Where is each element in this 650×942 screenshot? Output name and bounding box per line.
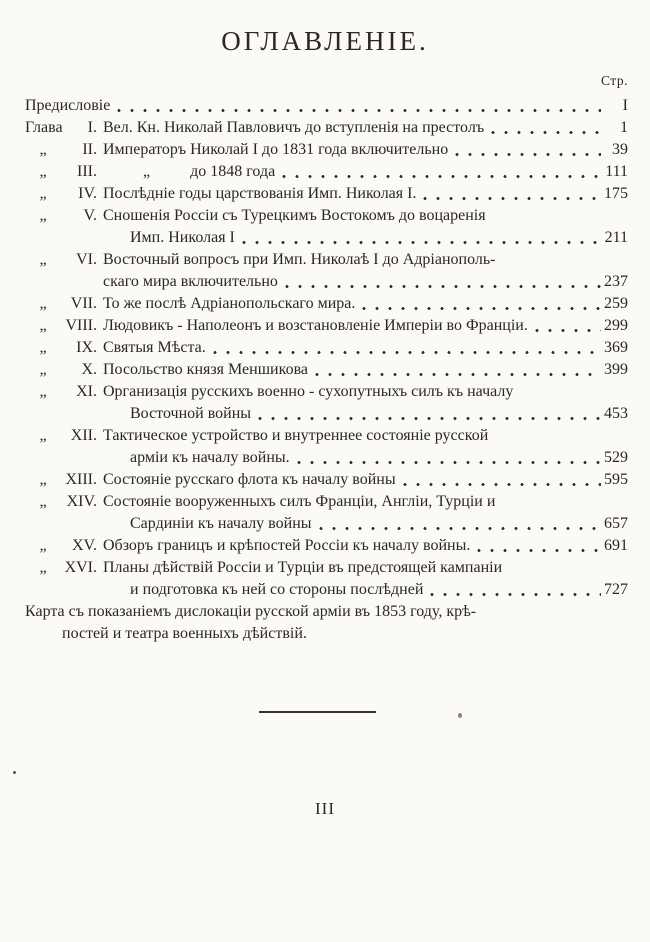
chapter-numeral: III. xyxy=(77,163,97,180)
ditto-mark: „ xyxy=(39,559,47,576)
chapter-numeral: IV. xyxy=(78,185,97,202)
ditto-mark: „ xyxy=(39,537,47,554)
ditto-mark: „ xyxy=(39,163,47,180)
page-number: 175 xyxy=(604,185,628,202)
chapter-numeral: XVI. xyxy=(64,559,97,576)
page-number: 111 xyxy=(605,163,628,180)
chapter-numeral: VI. xyxy=(76,251,97,268)
page-number: 529 xyxy=(604,449,628,466)
dot-leader xyxy=(477,548,601,553)
dot-leader xyxy=(362,306,601,311)
dot-leader xyxy=(430,592,601,597)
chapter-title-line: Людовикъ - Наполеонъ и возстановленіе Имперіи во Франціи. xyxy=(103,317,528,334)
page-number: 595 xyxy=(604,471,628,488)
toc-row xyxy=(25,293,628,315)
chapter-numeral: I. xyxy=(87,119,97,136)
dot-leader xyxy=(535,328,601,333)
ditto-mark: „ xyxy=(39,185,47,202)
ditto-mark: „ xyxy=(39,471,47,488)
ditto-mark: „ xyxy=(39,493,47,510)
dot-leader xyxy=(455,152,601,157)
chapter-numeral: VII. xyxy=(70,295,97,312)
chapter-numeral: XIV. xyxy=(66,493,97,510)
dot-leader xyxy=(491,130,601,135)
page-column-header: Стр. xyxy=(600,73,628,88)
dot-leader xyxy=(319,526,602,531)
toc-row xyxy=(25,205,628,227)
section-divider xyxy=(259,711,376,713)
toc-row xyxy=(25,535,628,557)
chapter-title-line: Организація русскихъ военно - сухопутныхъ силъ къ началу xyxy=(103,383,514,400)
page-number: 1 xyxy=(620,119,628,136)
dot-leader xyxy=(403,482,601,487)
chapter-title-line: Вел. Кн. Николай Павловичъ до вступленія на престолъ xyxy=(103,119,485,136)
indent-spacer xyxy=(25,285,103,286)
folio-page-number: III xyxy=(315,799,335,818)
chapter-title-line: арміи къ началу войны. xyxy=(130,449,290,466)
chapter-title-line: скаго мира включительно xyxy=(103,273,278,290)
chapter-numeral: V. xyxy=(83,207,97,224)
toc-row xyxy=(25,359,628,381)
ditto-mark: „ xyxy=(39,207,47,224)
chapter-title-line: Послѣдніе годы царствованія Имп. Николая I. xyxy=(103,185,417,202)
toc-row xyxy=(25,95,628,117)
indent-spacer xyxy=(25,527,130,528)
chapter-numeral: II. xyxy=(82,141,97,158)
page-number: 237 xyxy=(604,273,628,290)
toc-row xyxy=(25,557,628,579)
chapter-title-line: Имп. Николая I xyxy=(130,229,235,246)
print-artifact xyxy=(13,771,16,774)
table-of-contents xyxy=(25,95,628,645)
chapter-title-line: Императоръ Николай I до 1831 года включительно xyxy=(103,141,449,158)
dot-leader xyxy=(282,174,601,179)
chapter-title-line: Обзоръ границъ и крѣпостей Россіи къ началу войны. xyxy=(103,537,471,554)
page-number: 453 xyxy=(604,405,628,422)
chapter-title-line: Посольство князя Меншикова xyxy=(103,361,309,378)
toc-row xyxy=(25,315,628,337)
map-note-line: постей и театра военныхъ дѣйствій. xyxy=(62,625,307,642)
toc-row xyxy=(25,623,628,645)
dot-leader xyxy=(258,416,601,421)
page-number: 399 xyxy=(604,361,628,378)
page-number: 727 xyxy=(604,581,628,598)
toc-row xyxy=(25,447,628,469)
chapter-title-line: Планы дѣйствій Россіи и Турціи въ предстоящей кампаніи xyxy=(103,559,503,576)
toc-row xyxy=(25,227,628,249)
chapter-title-line: Тактическое устройство и внутреннее состояніе русской xyxy=(103,427,489,444)
map-note-line: Карта съ показаніемъ дислокаціи русской арміи въ 1853 году, крѣ- xyxy=(25,603,477,620)
toc-row xyxy=(25,491,628,513)
dot-leader xyxy=(117,108,601,113)
chapter-numeral: XIII. xyxy=(65,471,97,488)
page-title: ОГЛАВЛЕНІЕ. xyxy=(221,26,429,56)
chapter-title-line: Восточный вопросъ при Имп. Николаѣ I до Адріанополь- xyxy=(103,251,496,268)
ditto-mark: „ xyxy=(39,141,47,158)
indent-spacer xyxy=(25,593,130,594)
chapter-numeral: XI. xyxy=(76,383,97,400)
page-number: 39 xyxy=(612,141,628,158)
page-number: 691 xyxy=(604,537,628,554)
chapter-title-line: Святыя Мѣста. xyxy=(103,339,206,356)
toc-row xyxy=(25,139,628,161)
ditto-mark: „ xyxy=(39,317,47,334)
dot-leader xyxy=(285,284,601,289)
toc-row xyxy=(25,161,628,183)
toc-row xyxy=(25,381,628,403)
chapter-title-line: Состояніе вооруженныхъ силъ Франціи, Англіи, Турціи и xyxy=(103,493,496,510)
ditto-mark: „ xyxy=(39,361,47,378)
chapter-title-line: Состояніе русскаго флота къ началу войны xyxy=(103,471,396,488)
toc-row xyxy=(25,579,628,601)
toc-row xyxy=(25,183,628,205)
page-number: 369 xyxy=(604,339,628,356)
indent-spacer xyxy=(25,417,130,418)
ditto-mark: „ xyxy=(39,339,47,356)
toc-row xyxy=(25,249,628,271)
ditto-mark: „ xyxy=(39,383,47,400)
chapter-numeral: XII. xyxy=(70,427,97,444)
chapter-title-line: Сардиніи къ началу войны xyxy=(130,515,312,532)
dot-leader xyxy=(315,372,601,377)
chapter-numeral: IX. xyxy=(76,339,97,356)
page-number: 299 xyxy=(604,317,628,334)
ditto-mark: „ xyxy=(39,295,47,312)
chapter-numeral: X. xyxy=(81,361,97,378)
toc-row xyxy=(25,601,628,623)
chapter-title-line: Сношенія Россіи съ Турецкимъ Востокомъ до воцаренія xyxy=(103,207,486,224)
toc-row xyxy=(25,513,628,535)
dot-leader xyxy=(242,240,601,245)
chapter-title-line: и подготовка къ ней со стороны послѣдней xyxy=(130,581,424,598)
page-number: 259 xyxy=(604,295,628,312)
dot-leader xyxy=(297,460,601,465)
toc-row xyxy=(25,425,628,447)
chapter-title-line: Восточной войны xyxy=(130,405,252,422)
preface-title: Предисловіе xyxy=(25,97,111,114)
chapter-word: Глава xyxy=(25,119,63,136)
dot-leader xyxy=(213,350,601,355)
indent-spacer xyxy=(25,241,130,242)
chapter-title-line: „ до 1848 года xyxy=(103,163,276,180)
toc-row xyxy=(25,403,628,425)
page-number: 657 xyxy=(604,515,628,532)
chapter-numeral: VIII. xyxy=(65,317,97,334)
ditto-mark: „ xyxy=(39,251,47,268)
toc-row xyxy=(25,337,628,359)
toc-row xyxy=(25,271,628,293)
dot-leader xyxy=(423,196,601,201)
toc-row xyxy=(25,469,628,491)
indent-spacer xyxy=(25,461,130,462)
toc-row xyxy=(25,117,628,139)
print-artifact xyxy=(458,713,462,718)
page-number: 211 xyxy=(604,229,628,246)
page-number: I xyxy=(622,97,628,114)
chapter-numeral: XV. xyxy=(71,537,97,554)
indent-spacer xyxy=(25,637,62,638)
chapter-title-line: То же послѣ Адріанопольскаго мира. xyxy=(103,295,356,312)
ditto-mark: „ xyxy=(39,427,47,444)
